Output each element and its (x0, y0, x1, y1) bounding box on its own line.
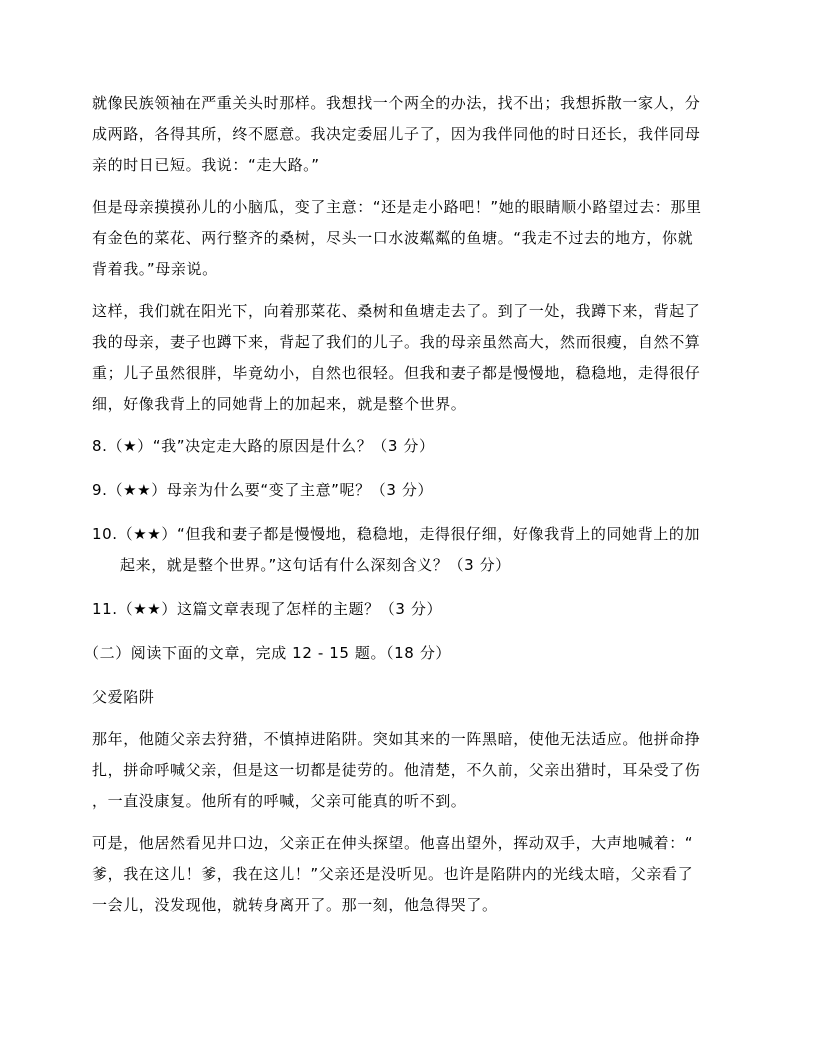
question-text: 10.（★★）“但我和妻子都是慢慢地，稳稳地，走得很仔细，好像我背上的同她背上的加 (92, 525, 701, 543)
text-line: 重；儿子虽然很胖，毕竟幼小，自然也很轻。但我和妻子都是慢慢地，稳稳地，走得很仔 (92, 364, 701, 382)
text-line: 有金色的菜花、两行整齐的桑树，尽头一口水波粼粼的鱼塘。“我走不过去的地方，你就 (92, 229, 694, 247)
passage-paragraph-1 (92, 88, 732, 181)
text-line: 但是母亲摸摸孙儿的小脑瓜，变了主意：“还是走小路吧！”她的眼睛顺小路望过去：那里 (92, 198, 702, 216)
question-9 (92, 475, 732, 506)
section-heading: （二）阅读下面的文章，完成 12 - 15 题。（18 分） (84, 644, 452, 662)
question-text: 9.（★★）母亲为什么要“变了主意”呢？（3 分） (92, 481, 434, 499)
question-8 (92, 431, 732, 462)
text-line: ，一直没康复。他所有的呼喊，父亲可能真的听不到。 (92, 792, 467, 810)
article-paragraph-1 (92, 724, 732, 817)
text-line: 背着我。”母亲说。 (92, 260, 218, 278)
text-line: 亲的时日已短。我说：“走大路。” (92, 156, 320, 174)
document-content (84, 88, 732, 932)
text-line: 那年，他随父亲去狩猎，不慎掉进陷阱。突如其来的一阵黑暗，使他无法适应。他拼命挣 (92, 730, 701, 748)
article-title: 父爱陷阱 (92, 688, 155, 706)
text-line: 爹，我在这儿！爹，我在这儿！”父亲还是没听见。也许是陷阱内的光线太暗，父亲看了 (92, 865, 694, 883)
article-paragraph-2 (92, 828, 732, 921)
text-line: 细，好像我背上的同她背上的加起来，就是整个世界。 (92, 395, 467, 413)
text-line: 扎，拼命呼喊父亲，但是这一切都是徒劳的。他清楚，不久前，父亲出猎时，耳朵受了伤 (92, 761, 701, 779)
question-text: 8.（★）“我”决定走大路的原因是什么？（3 分） (92, 437, 435, 455)
question-text-continued: 起来，就是整个世界。”这句话有什么深刻含义？（3 分） (120, 556, 511, 574)
text-line: 成两路，各得其所，终不愿意。我决定委屈儿子了，因为我伴同他的时日还长，我伴同母 (92, 125, 701, 143)
text-line: 一会儿，没发现他，就转身离开了。那一刻，他急得哭了。 (92, 896, 498, 914)
text-line: 这样，我们就在阳光下，向着那菜花、桑树和鱼塘走去了。到了一处，我蹲下来，背起了 (92, 302, 701, 320)
text-line: 就像民族领袖在严重关头时那样。我想找一个两全的办法，找不出；我想拆散一家人，分 (92, 94, 701, 112)
question-11 (92, 594, 732, 625)
text-line: 我的母亲，妻子也蹲下来，背起了我们的儿子。我的母亲虽然高大，然而很瘦，自然不算 (92, 333, 701, 351)
question-text: 11.（★★）这篇文章表现了怎样的主题？（3 分） (92, 600, 443, 618)
question-10 (92, 519, 732, 581)
text-line: 可是，他居然看见井口边，父亲正在伸头探望。他喜出望外，挥动双手，大声地喊着：“ (92, 834, 694, 852)
passage-paragraph-3 (92, 296, 732, 420)
passage-paragraph-2 (92, 192, 732, 285)
